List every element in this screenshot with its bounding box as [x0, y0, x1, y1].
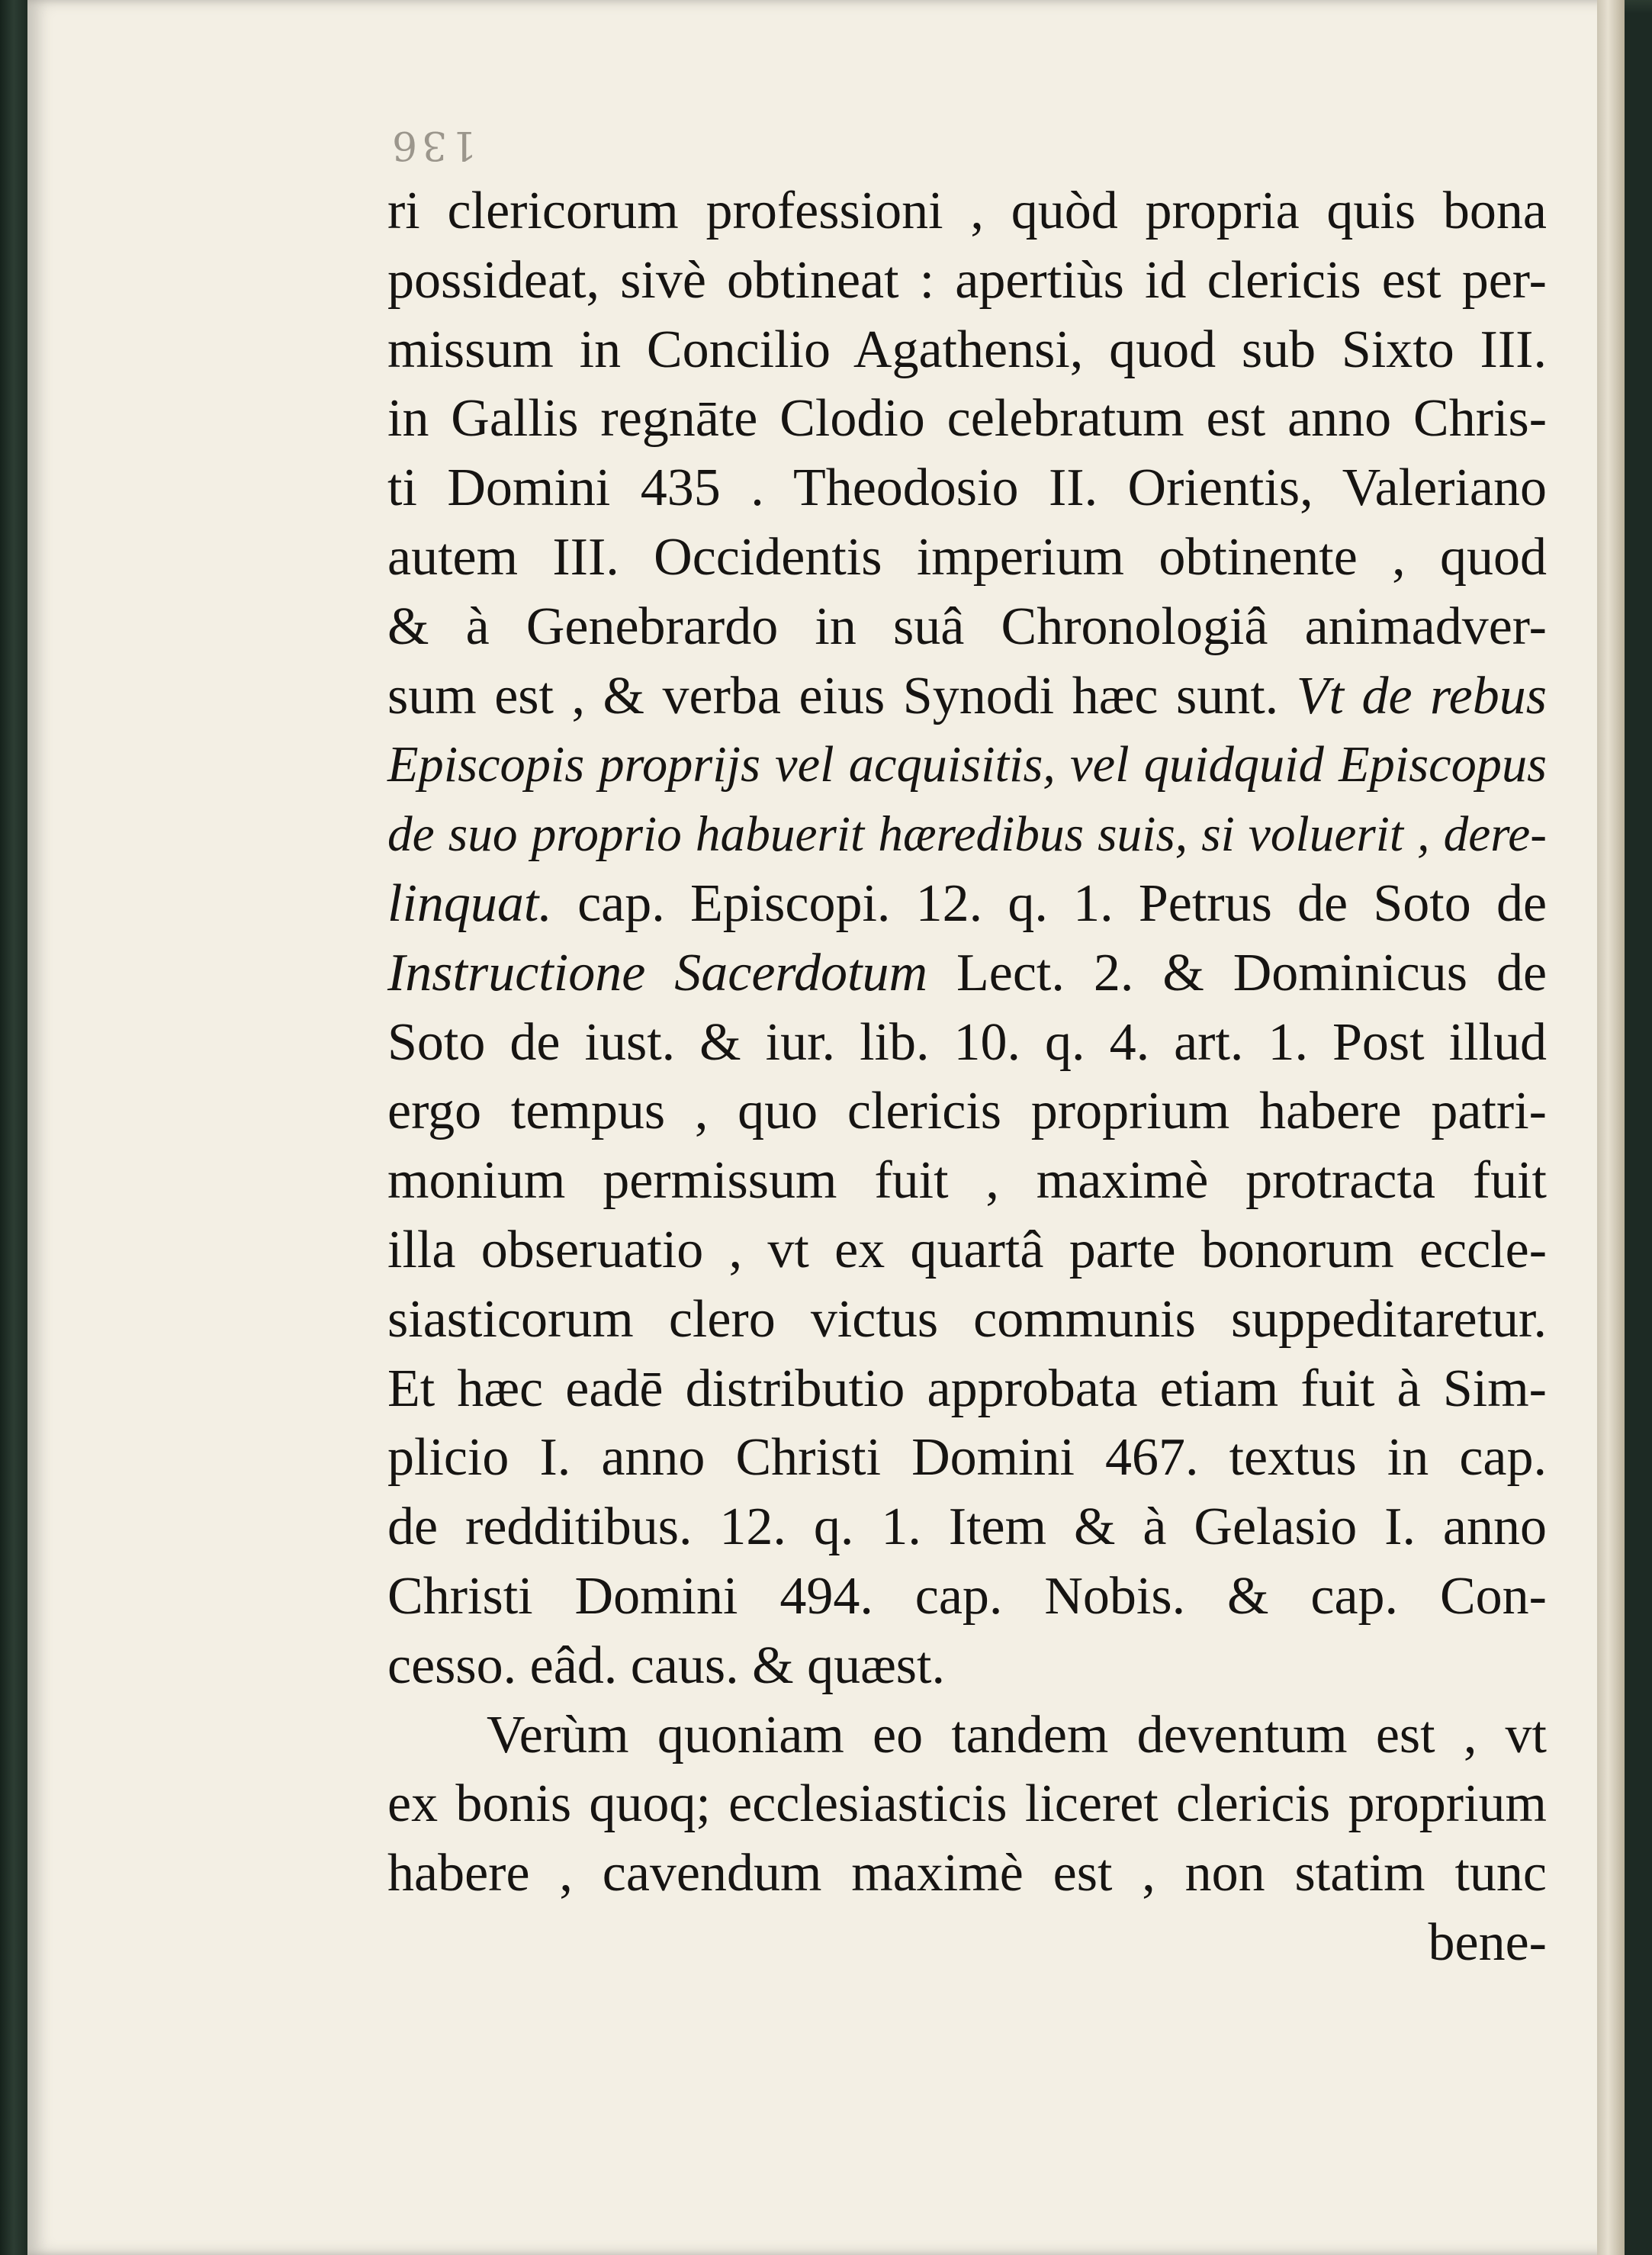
text-line — [387, 870, 1547, 939]
line-text: ri clericorum professioni , quòd propria quis bona — [387, 182, 1547, 240]
line-text: siasticorum clero victus communis suppeditaretur. — [387, 1289, 1547, 1349]
line-text: Lect. 2. & Dominicus de — [956, 943, 1548, 1002]
line-text: de redditibus. 12. q. 1. Item & à Gelasio I. anno — [387, 1497, 1547, 1557]
line-text: Soto de iust. & iur. lib. 10. q. 4. art. 1. Post illud — [387, 1012, 1547, 1072]
line-text: illa obseruatio , vt ex quartâ parte bonorum eccle- — [387, 1220, 1547, 1279]
text-line — [387, 1147, 1547, 1216]
italic-quotation: Episcopis proprijs vel acquisitis, vel quidquid Episcopus — [387, 737, 1547, 793]
text-line — [387, 384, 1547, 454]
text-line — [387, 593, 1547, 662]
line-text: in Gallis regnāte Clodio celebratum est anno Chris- — [387, 389, 1547, 449]
line-text: missum in Concilio Agathensi, quod sub Sixto III. — [387, 320, 1547, 379]
italic-quotation: Vt de rebus — [1296, 666, 1547, 725]
text-line — [387, 1216, 1547, 1285]
line-text: sum est , & verba eius Synodi hæc sunt. — [387, 666, 1279, 725]
line-text: ergo tempus , quo clericis proprium habere patri- — [387, 1082, 1547, 1141]
line-text: cap. Episcopi. 12. q. 1. Petrus de Soto de — [577, 873, 1548, 933]
text-line — [387, 1632, 1547, 1701]
text-line — [387, 1770, 1547, 1839]
line-text: Et hæc eadē distributio approbata etiam fuit à Sim- — [387, 1359, 1547, 1418]
text-line — [387, 1909, 1547, 1978]
line-text: possideat, sivè obtineat : apertiùs id clericis est per- — [387, 250, 1547, 310]
line-text: bene- — [1428, 1912, 1547, 1972]
line-text: ex bonis quoq; ecclesiasticis liceret clericis proprium — [387, 1774, 1547, 1834]
italic-quotation: Instructione Sacerdotum — [387, 943, 928, 1002]
text-line — [387, 454, 1547, 523]
line-text: monium permissum fuit , maximè protracta fuit — [387, 1151, 1547, 1211]
line-text: Verùm quoniam eo tandem deventum est , vt — [487, 1705, 1547, 1764]
text-line — [387, 523, 1547, 593]
book-binding — [0, 0, 31, 2255]
text-line — [387, 1285, 1547, 1355]
italic-quotation: linquat. — [387, 873, 552, 933]
text-line — [387, 1423, 1547, 1493]
text-line — [387, 1008, 1547, 1078]
text-line — [387, 1355, 1547, 1424]
line-text: cesso. eâd. caus. & quæst. — [387, 1636, 945, 1695]
text-line — [387, 177, 1547, 246]
line-text: habere , cavendum maximè est , non statim tunc — [387, 1844, 1547, 1903]
text-line — [387, 662, 1547, 732]
text-line — [387, 1077, 1547, 1147]
body-text — [387, 177, 1547, 1978]
line-text: & à Genebrardo in suâ Chronologiâ animadver- — [387, 597, 1547, 656]
text-line — [387, 1562, 1547, 1632]
text-line — [387, 1701, 1547, 1771]
line-text: Christi Domini 494. cap. Nobis. & cap. Con- — [387, 1566, 1547, 1626]
line-text: autem III. Occidentis imperium obtinente , quod — [387, 527, 1547, 587]
line-text: plicio I. anno Christi Domini 467. textus in cap. — [387, 1428, 1547, 1488]
page-fore-edge — [1597, 0, 1625, 2255]
page-number: 136 — [387, 122, 477, 168]
text-line — [387, 1493, 1547, 1562]
italic-quotation: de suo proprio habuerit hæredibus suis, si voluerit , dere- — [387, 807, 1547, 863]
text-line — [387, 731, 1547, 800]
text-line — [387, 246, 1547, 316]
text-line — [387, 939, 1547, 1008]
text-line — [387, 316, 1547, 385]
text-line — [387, 1839, 1547, 1909]
text-line — [387, 800, 1547, 870]
line-text: ti Domini 435 . Theodosio II. Orientis, Valeriano — [387, 458, 1547, 518]
